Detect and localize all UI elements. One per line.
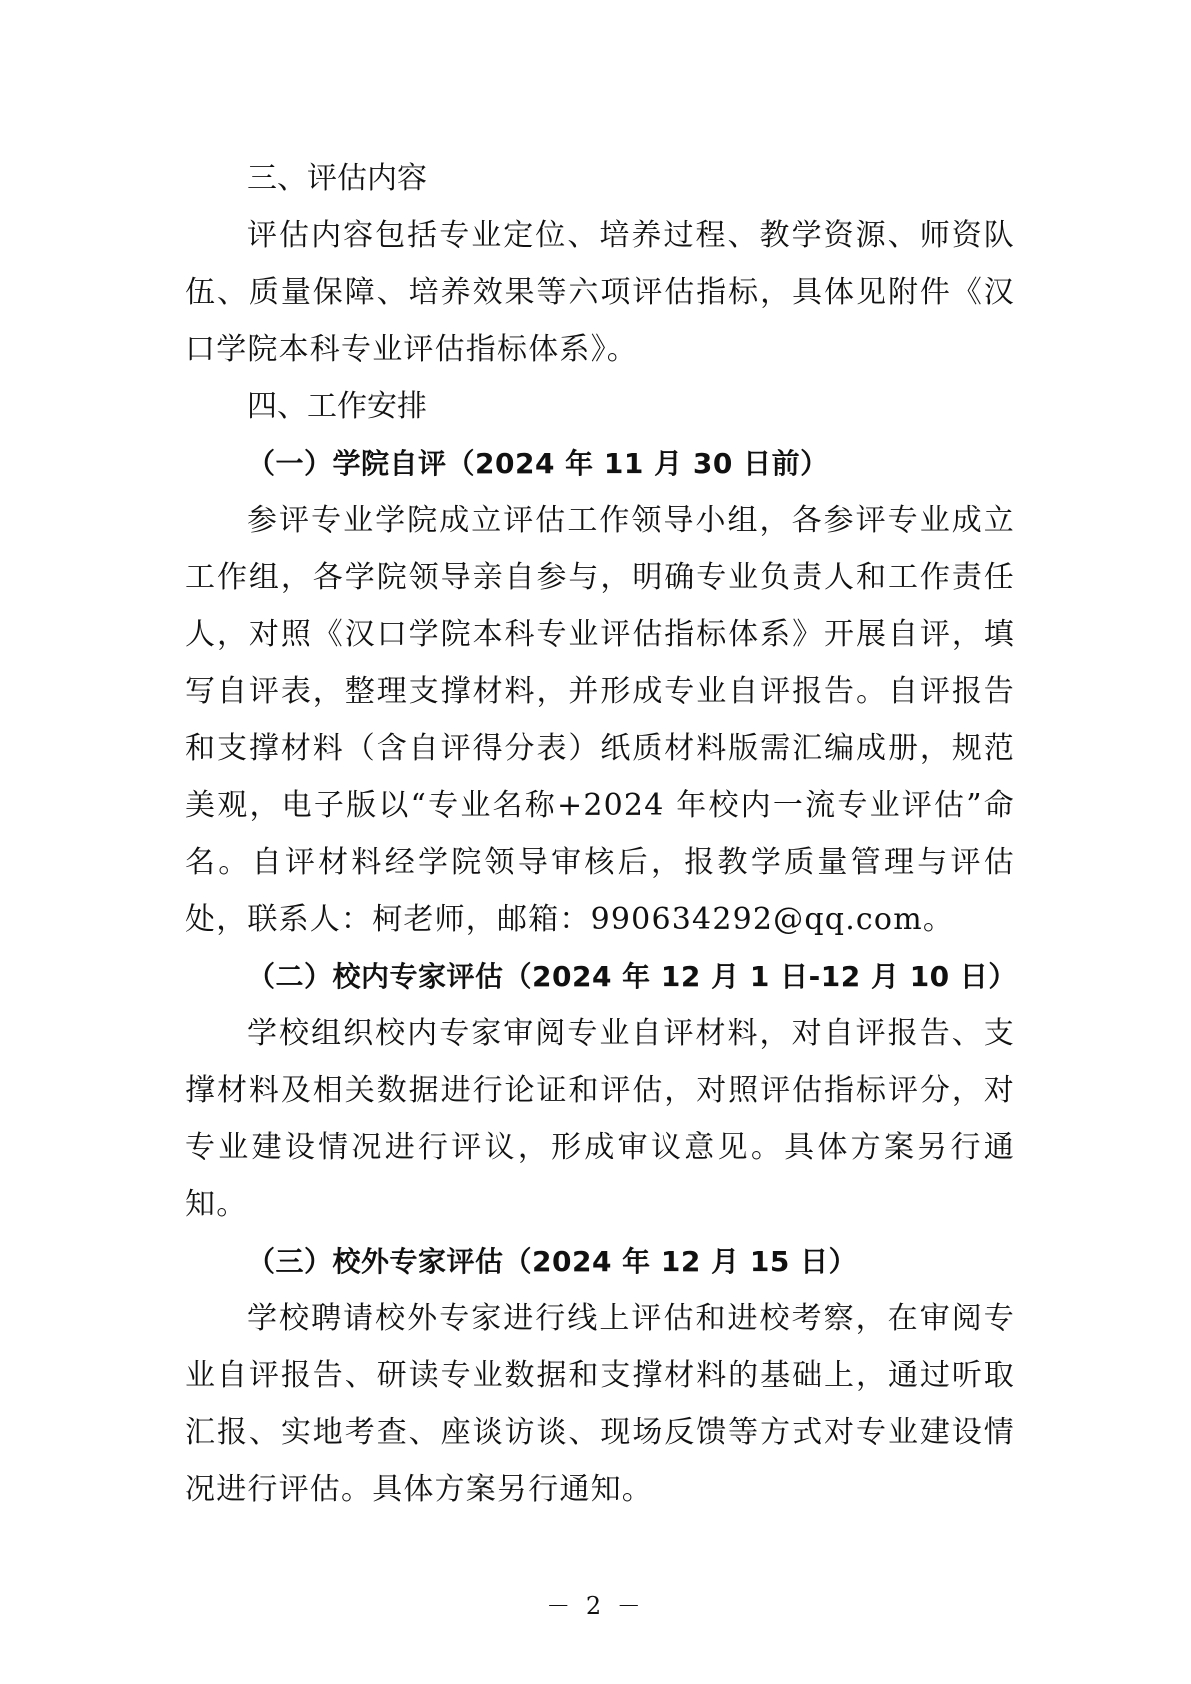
subsection-3-heading: （三）校外专家评估（2024 年 12 月 15 日） (247, 1245, 858, 1278)
subsection-2-heading: （二）校内专家评估（2024 年 12 月 1 日-12 月 10 日） (247, 960, 1017, 993)
subsection-3-paragraph: 学校聘请校外专家进行线上评估和进校考察，在审阅专业自评报告、研读专业数据和支撑材料的基础上，通过听取汇报、实地考查、座谈访谈、现场反馈等方式对专业建设情况进行评估。具体方案另行通知。 (185, 1301, 1015, 1507)
section-3-heading: 三、评估内容 (247, 161, 427, 196)
page-number: － 2 － (546, 1592, 645, 1620)
subsection-2-paragraph: 学校组织校内专家审阅专业自评材料，对自评报告、支撑材料及相关数据进行论证和评估，对照评估指标评分，对专业建设情况进行评议，形成审议意见。具体方案另行通知。 (185, 1016, 1015, 1222)
section-3-paragraph: 评估内容包括专业定位、培养过程、教学资源、师资队伍、质量保障、培养效果等六项评估指标，具体见附件《汉口学院本科专业评估指标体系》。 (185, 218, 1015, 367)
subsection-1-paragraph: 参评专业学院成立评估工作领导小组，各参评专业成立工作组，各学院领导亲自参与，明确专业负责人和工作责任人，对照《汉口学院本科专业评估指标体系》开展自评，填写自评表，整理支撑材料，并形成专业自评报告。自评报告和支撑材料（含自评得分表）纸质材料版需汇编成册，规范美观，电子版以“专业名称+2024 年校内一流专业评估”命名。自评材料经学院领导审核后，报教学质量管理与评估处，联系人：柯老师，邮箱：990634292@qq.com。 (185, 503, 1015, 937)
subsection-1-heading: （一）学院自评（2024 年 11 月 30 日前） (247, 447, 829, 480)
document-body (185, 150, 1015, 1518)
section-4-heading: 四、工作安排 (247, 389, 427, 424)
